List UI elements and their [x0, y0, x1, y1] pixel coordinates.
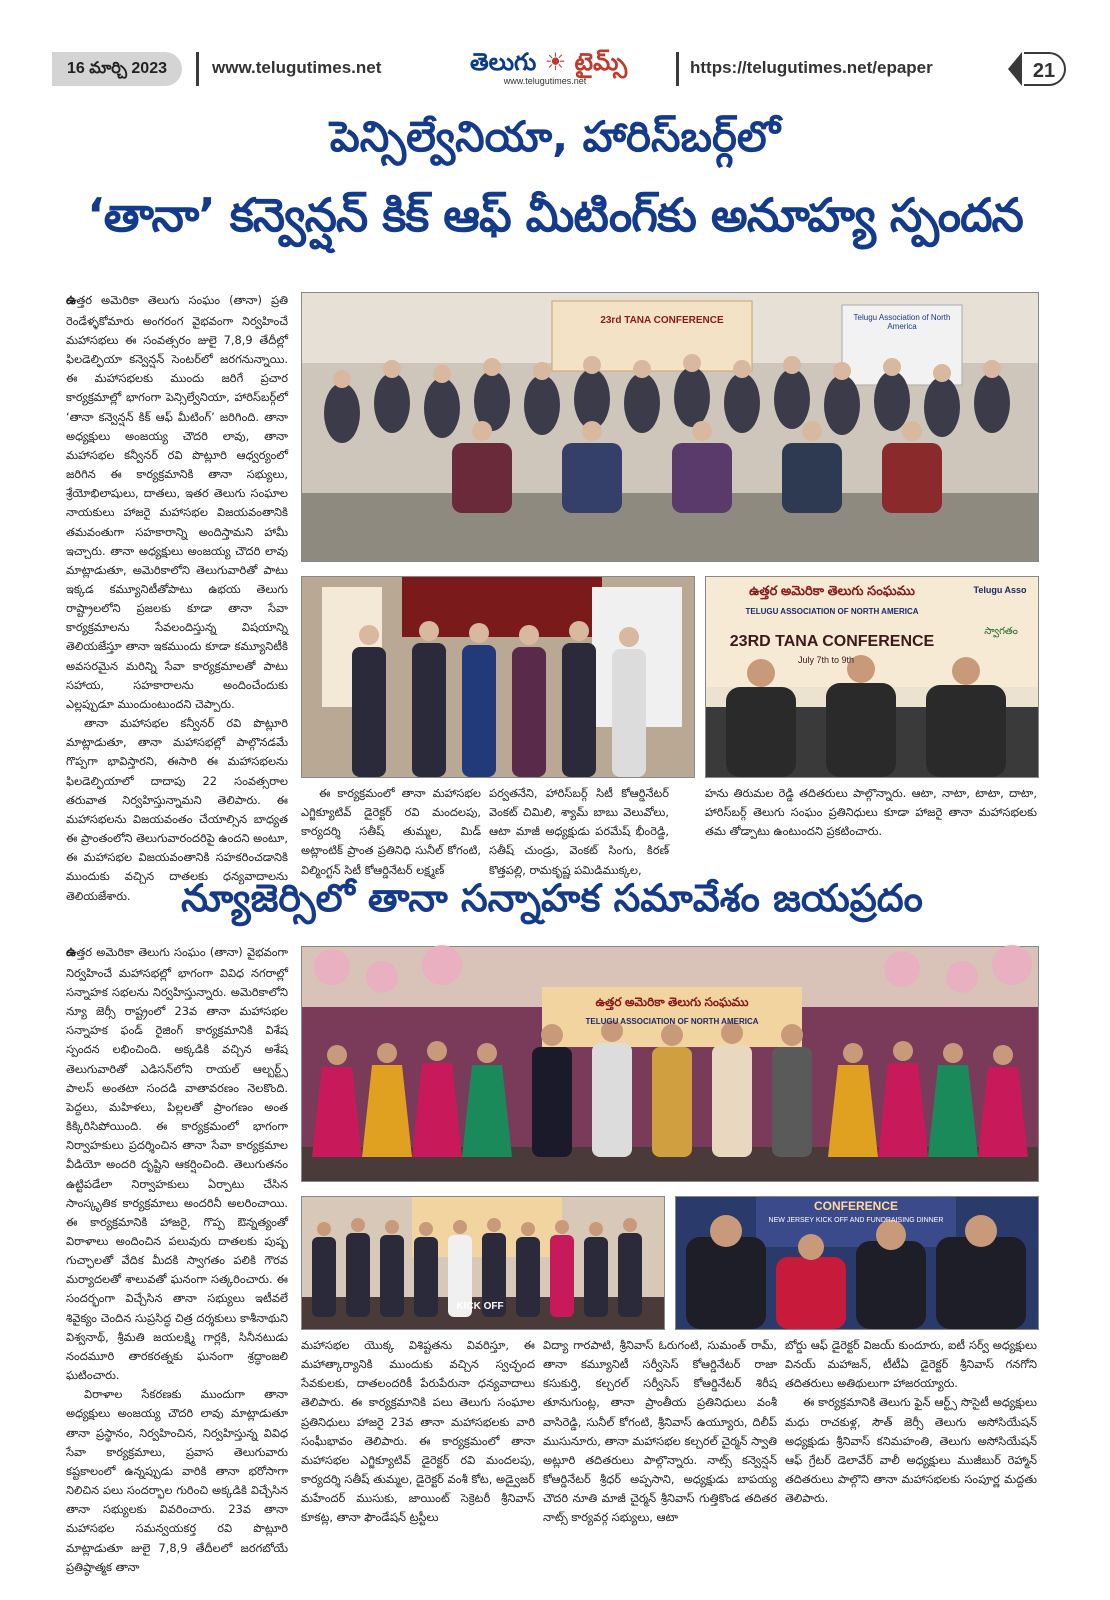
- header-divider-right: [676, 52, 679, 86]
- photo-nj-kickoff-stage: [301, 1196, 665, 1330]
- story1-column-4: [705, 784, 1037, 862]
- story2-column-2-text: మహాసభల యొక్క విశిష్టతను వివరిస్తూ, ఈ మహాత్కార్యానికి ముందుకు వచ్చిన స్వచ్ఛంద సేవకులకు, దాతలందరికీ పేరుపేరునా ధన్యవాదాలు తెలిపారు. ఈ కార్యక్రమానికి పలు తెలుగు సంఘాల ప్రతినిధులు హాజరై 23వ తానా మహాసభలకు వారి సంఘీభావం తెలిపారు. ఈ కార్యక్రమంలో తానా మహాసభల ఎగ్జిక్యూటివ్‌ డైరెక్టర్‌ రవి మందలపు, కార్యదర్శి సతీష్‌ తుమ్మల, డైరెక్టర్‌ వంశీ కోట, అడ్వైజర్‌ మహేందర్‌ ముసుకు, జాయింట్‌ సెక్రెటరీ శ్రీనివాస్‌ కూకట్ల, తానా ఫౌండేషన్‌ ట్రస్టీలు: [301, 1338, 535, 1525]
- story2-column-4-para1: బోర్డు ఆఫ్‌ డైరెక్టర్‌ విజయ్‌ కుందూరు, ఐటీ సర్వ్‌ అధ్యక్షులు వినయ్‌ మహాజన్‌, టీటీఏ డైరెక్టర్‌ శ్రీనివాస్‌ గనగోని తదితరులు అతిథులుగా హాజరయ్యారు.: [785, 1338, 1037, 1391]
- banner-nj-telugu: ఉత్తర అమెరికా తెలుగు సంఘము: [595, 995, 749, 1009]
- banner-23rd-conference: 23RD TANA CONFERENCE: [729, 633, 935, 650]
- banner-kick-off: KICK OFF: [456, 1301, 504, 1312]
- page-arrow-icon: [1008, 52, 1022, 86]
- story1-paragraph-2: తానా మహాసభల కన్వీనర్‌ రవి పొట్లూరి మాట్లాడుతూ, తానా మహాసభల్లో పాల్గొనడమే గొప్పగా భావిస్తారని, ఈసారి ఈ మహాసభలను ఫిలడెల్ఫియాలో దాదాపు 22 సంవత్సరాల తరువాత నిర్వహిస్తున్నామని తెలిపారు. ఈ మహాసభలను విజయవంతం చేయాల్సిన బాధ్యత ఈ ప్రాంతంలోని తెలుగువారందరిపై ఉందని అంటూ, ఈ మహాసభల విజయవంతానికి సహకరించడానికి ముందుకు వచ్చిన దాతలకు ధన్యవాదాలను తెలియజేశారు.: [66, 716, 288, 903]
- page-number: 21: [1024, 52, 1066, 86]
- logo-text-times: టైమ్స్: [574, 48, 628, 76]
- group-photo-harrisburg: [301, 292, 1039, 562]
- story1-column-3-text: పర్వతనేని, హారిస్‌బర్గ్‌ సిటీ కోఆర్డినేటర్‌ వెంకట్‌ చిమిలి, శ్యామ్‌ బాబు వెలువోలు, ఆటా మాజీ అధ్యక్షుడు పరమేష్‌ భీంరెడ్డి, సతీష్‌ చుండ్రు, వెంకట్‌ సింగు, కిరణ్‌ కొత్తపల్లి, రామకృష్ణ పమిడిముక్కల,: [489, 786, 669, 877]
- header-divider: [196, 52, 199, 86]
- issue-date: 16 మార్చి 2023: [52, 52, 182, 86]
- banner-conference: CONFERENCE: [813, 1199, 898, 1213]
- story1-column-3: [489, 784, 669, 877]
- story2-paragraph-1: త్తర అమెరికా తెలుగు సంఘం (తానా) వైభవంగా నిర్వహించే మహాసభల్లో భాగంగా వివిధ నగరాల్లో సన్నాహక సభలను నిర్వహిస్తున్నారు. అమెరికాలోని న్యూ జెర్సీ రాష్ట్రంలో 23వ తానా మహాసభల సన్నాహక ఫండ్‌ రైజింగ్‌ కార్యక్రమానికి విశేష స్పందన లభించింది. అక్కడికి వచ్చిన అశేష తెలుగువారితో ఎడిసన్‌లోని రాయల్‌ ఆల్బర్ట్స్‌ పాలస్‌ అంతటా సందడి వాతావరణం నెలకొంది. పెద్దలు, మహిళలు, పిల్లలతో ప్రాంగణం అంత కిక్కిరిసిపోయింది. ఈ కార్యక్రమంలో భాగంగా నిర్వాహకులు ప్రదర్శించిన తానా సేవా కార్యక్రమాల వీడియో అందరి దృష్టిని ఆకర్షించింది. తెలుగుతనం ఉట్టిపడేలా నిర్వాహకులు ఏర్పాటు చేసిన సాంస్కృతిక కార్యక్రమాలు అందరినీ అలరించాయి. ఈ కార్యక్రమానికి హాజరై, గొప్ప ఔన్నత్యంతో విరాళాలు అందించిన పలువురు దాతలకు పుష్ప గుచ్ఛాలతో వేదిక మీదకి స్వాగతం పలికి గౌరవ మర్యాదలతో శాలువతో ఘనంగా సత్కరించారు. ఈ సందర్భంగా విచ్చేసిన తానా సభ్యులు ఇటీవలే శివైక్యం చెందిన సుప్రసిద్ధ చిత్ర దర్శకులు కాశీనాథుని విశ్వనాథ్‌, శ్రీమతి జయలక్ష్మి గార్లకి, సినీనటుడు నందమూరి తారకరత్నకు ఘనంగా శ్రద్ధాంజలి ఘటించారు.: [66, 945, 288, 1383]
- story2-column-3-text: విద్యా గారపాటి, శ్రీనివాస్‌ ఓరుగంటి, సుమంత్‌ రామ్‌, తానా కమ్యూనిటీ సర్వీసెస్‌ కోఆర్డినేటర్‌ రాజా కసుకుర్తి, కల్చరల్‌ సర్వీసెస్‌ కోఆర్డినేటర్‌ శిరీష తూనుగుంట్ల, తానా ప్రాంతీయ ప్రతినిధులు వంశీ వాసిరెడ్డి, సునీల్‌ కోగంటి, శ్రీనివాస్‌ ఉయ్యూరు, దిలీప్‌ ముసునూరు, తానా మహాసభల కల్చరల్‌ చైర్మన్‌ స్వాతి అట్లూరి తదితరులు పాల్గొన్నారు. నాట్స్‌ కన్వెన్షన్‌ కోఆర్డినేటర్‌ శ్రీధర్‌ అప్పసాని, అధ్యక్షుడు బాపయ్య చౌదరి నూతి మాజీ చైర్మన్‌ శ్రీనివాస్‌ గుత్తికొండ తదితర నాట్స్‌ కార్యవర్గ సభ్యులు, ఆటా: [543, 1338, 777, 1525]
- story1-paragraph-1: త్తర అమెరికా తెలుగు సంఘం (తానా) ప్రతి రెండేళ్ళకోమారు అంగరంగ వైభవంగా నిర్వహించే మహాసభలు ఈ సంవత్సరం జులై 7,8,9 తేదీల్లో ఫిలడెల్ఫియా కన్వెన్షన్‌ సెంటర్‌లో జరగనున్నాయి. ఈ మహాసభలకు ముందు జరిగే ప్రచార కార్యక్రమాల్లో భాగంగా పెన్సిల్వేనియా, హారిస్‌బర్గ్‌లో ‘తానా కన్వెన్షన్‌ కిక్‌ ఆఫ్‌ మీటింగ్‌’ జరిగింది. తానా అధ్యక్షులు అంజయ్య చౌదరి లావు, తానా మహాసభల కన్వీనర్‌ రవి పొట్లూరి ఆధ్వర్యంలో జరిగిన ఈ కార్యక్రమానికి తానా సభ్యులు, శ్రేయోభిలాషులు, దాతలు, ఇతర తెలుగు సంఘాల నాయకులు హాజరై మహాసభల విజయవంతానికి తమవంతుగా సహకారాన్ని అందిస్తామని హామీ ఇచ్చారు. తానా అధ్యక్షులు అంజయ్య చౌదరి లావు మాట్లాడుతూ, అమెరికాలోని తెలుగువారితో పాటు ఇక్కడ కమ్యూనిటీతోపాటు ఉభయ తెలుగు రాష్ట్రాలలోని ప్రజలకు కూడా తానా సేవా కార్యక్రమాలను సేవలందిస్తున్న విషయాన్ని తెలియజేస్తూ తానా ఇకముందు కూడా కమ్యూనిటీకి అవసరమైన మరిన్ని సేవా కార్యక్రమాలతో పాటు సహాయ, సహకారాలను అందించేందుకు ఎల్లప్పుడూ ముందుంటుందని చెప్పారు.: [66, 293, 288, 711]
- banner-telugu-sangham: ఉత్తర అమెరికా తెలుగు సంఘము: [749, 583, 915, 598]
- photo-nj-guests: [675, 1196, 1039, 1330]
- banner-welcome: స్వాగతం: [984, 626, 1018, 637]
- logo-sun-icon: ☀: [544, 48, 567, 76]
- banner-tana-conference: 23rd TANA CONFERENCE: [600, 315, 724, 326]
- story2-column-4: [785, 1336, 1037, 1546]
- story1-headline-line2: ‘తానా’ కన్వెన్షన్‌ కిక్‌ ఆఫ్‌ మీటింగ్‌కు అనూహ్య స్పందన: [87, 188, 1023, 242]
- photo-kickoff-speakers: [301, 576, 695, 778]
- site-url-link[interactable]: www.telugutimes.net: [212, 58, 382, 77]
- banner-nj-org: TELUGU ASSOCIATION OF NORTH AMERICA: [585, 1017, 759, 1026]
- banner-dates: July 7th to 9th: [797, 655, 855, 665]
- photo-tana-stage-speakers: [705, 576, 1039, 778]
- story1-column-2-text: ఈ కార్యక్రమంలో తానా మహాసభల ఎగ్జిక్యూటివ్‌ డైరెక్టర్‌ రవి మందలపు, కార్యదర్శి సతీష్‌ తుమ్మల, మిడ్‌ అట్లాంటిక్‌ ప్రాంత ప్రతినిధి సునీల్‌ కోగంటి, విల్మింగ్టన్‌ సిటీ కోఆర్డినేటర్‌ లక్ష్మణ్‌: [301, 786, 481, 877]
- story2-headline: న్యూజెర్సిలో తానా సన్నాహక సమావేశం జయప్రదం: [181, 876, 923, 920]
- story2-column-2: [301, 1336, 535, 1546]
- photo-nj-dancers: [301, 946, 1039, 1182]
- story1-column-2: [301, 784, 481, 877]
- banner-tana-name: TELUGU ASSOCIATION OF NORTH AMERICA: [745, 607, 919, 616]
- dropcap: ఉ: [66, 293, 77, 308]
- story1-column-4-text: హను తిరుమల రెడ్డి తదితరులు పాల్గొన్నారు. ఆటా, నాటా, టాటా, దాటా, హారిస్‌బర్గ్‌ తెలుగు సంఘం ప్రతినిధులు కూడా హాజరై తానా మహాసభలకు తమ తోడ్పాటు ఉంటుందని ప్రకటించారు.: [705, 786, 1037, 839]
- story2-column-1: [66, 942, 288, 1574]
- story2-column-3: [543, 1336, 777, 1546]
- logo-text-telugu: తెలుగు: [470, 48, 537, 76]
- telugu-times-logo[interactable]: [470, 48, 628, 92]
- dropcap: ఉ: [66, 945, 77, 960]
- epaper-url-link[interactable]: https://telugutimes.net/epaper: [690, 58, 933, 77]
- story2-paragraph-2: విరాళాల సేకరణకు ముందుగా తానా అధ్యక్షులు అంజయ్య చౌదరి లావు మాట్లాడుతూ తానా ప్రస్థానం, నిర్వహించిన, నిర్వహిస్తున్న వివిధ సేవా కార్యక్రమాలు, ప్రవాస తెలుగువారు కష్టకాలంలో ఉన్నప్పుడు వారికి తానా భరోసాగా నిలిచిన పలు సందర్భాల గురించి అక్కడికి విచ్చేసిన తానా సభ్యులకు వివరించారు. 23వ తానా మహాసభల సమన్వయకర్త రవి పొట్లూరి మాట్లాడుతూ జులై 7,8,9 తేదీలలో జరగబోయే ప్రతిష్ఠాత్మక తానా: [66, 1387, 288, 1574]
- logo-subtitle: www.telugutimes.net: [503, 76, 587, 86]
- banner-nj-fundraiser: NEW JERSEY KICK OFF AND FUNDRAISING DINNER: [768, 1217, 944, 1224]
- story2-column-4-para2: ఈ కార్యక్రమానికి తెలుగు ఫైన్‌ ఆర్ట్స్‌ సొసైటీ అధ్యక్షులు మధు రాచకుళ్ల, సౌత్‌ జెర్సీ తెలుగు అసోసియేషన్‌ అధ్యక్షుడు శ్రీనివాస్‌ కనిమహంతి, తెలుగు అసోసియేషన్‌ ఆఫ్‌ గ్రేటర్‌ డెలావేర్‌ వాలీ అధ్యక్షులు ముజీబుర్‌ రెహ్మాన్‌ తదితరులు పాల్గొని తానా మహాసభలకు సంపూర్ణ మద్దతు తెలిపారు.: [785, 1395, 1037, 1506]
- story1-headline-line1: పెన్సిల్వేనియా, హారిస్‌బర్గ్‌లో: [329, 112, 781, 161]
- banner-tana-org: Telugu Association of North America: [853, 313, 951, 331]
- story1-column-1: [66, 290, 288, 903]
- banner-side-text: Telugu Asso: [973, 585, 1027, 595]
